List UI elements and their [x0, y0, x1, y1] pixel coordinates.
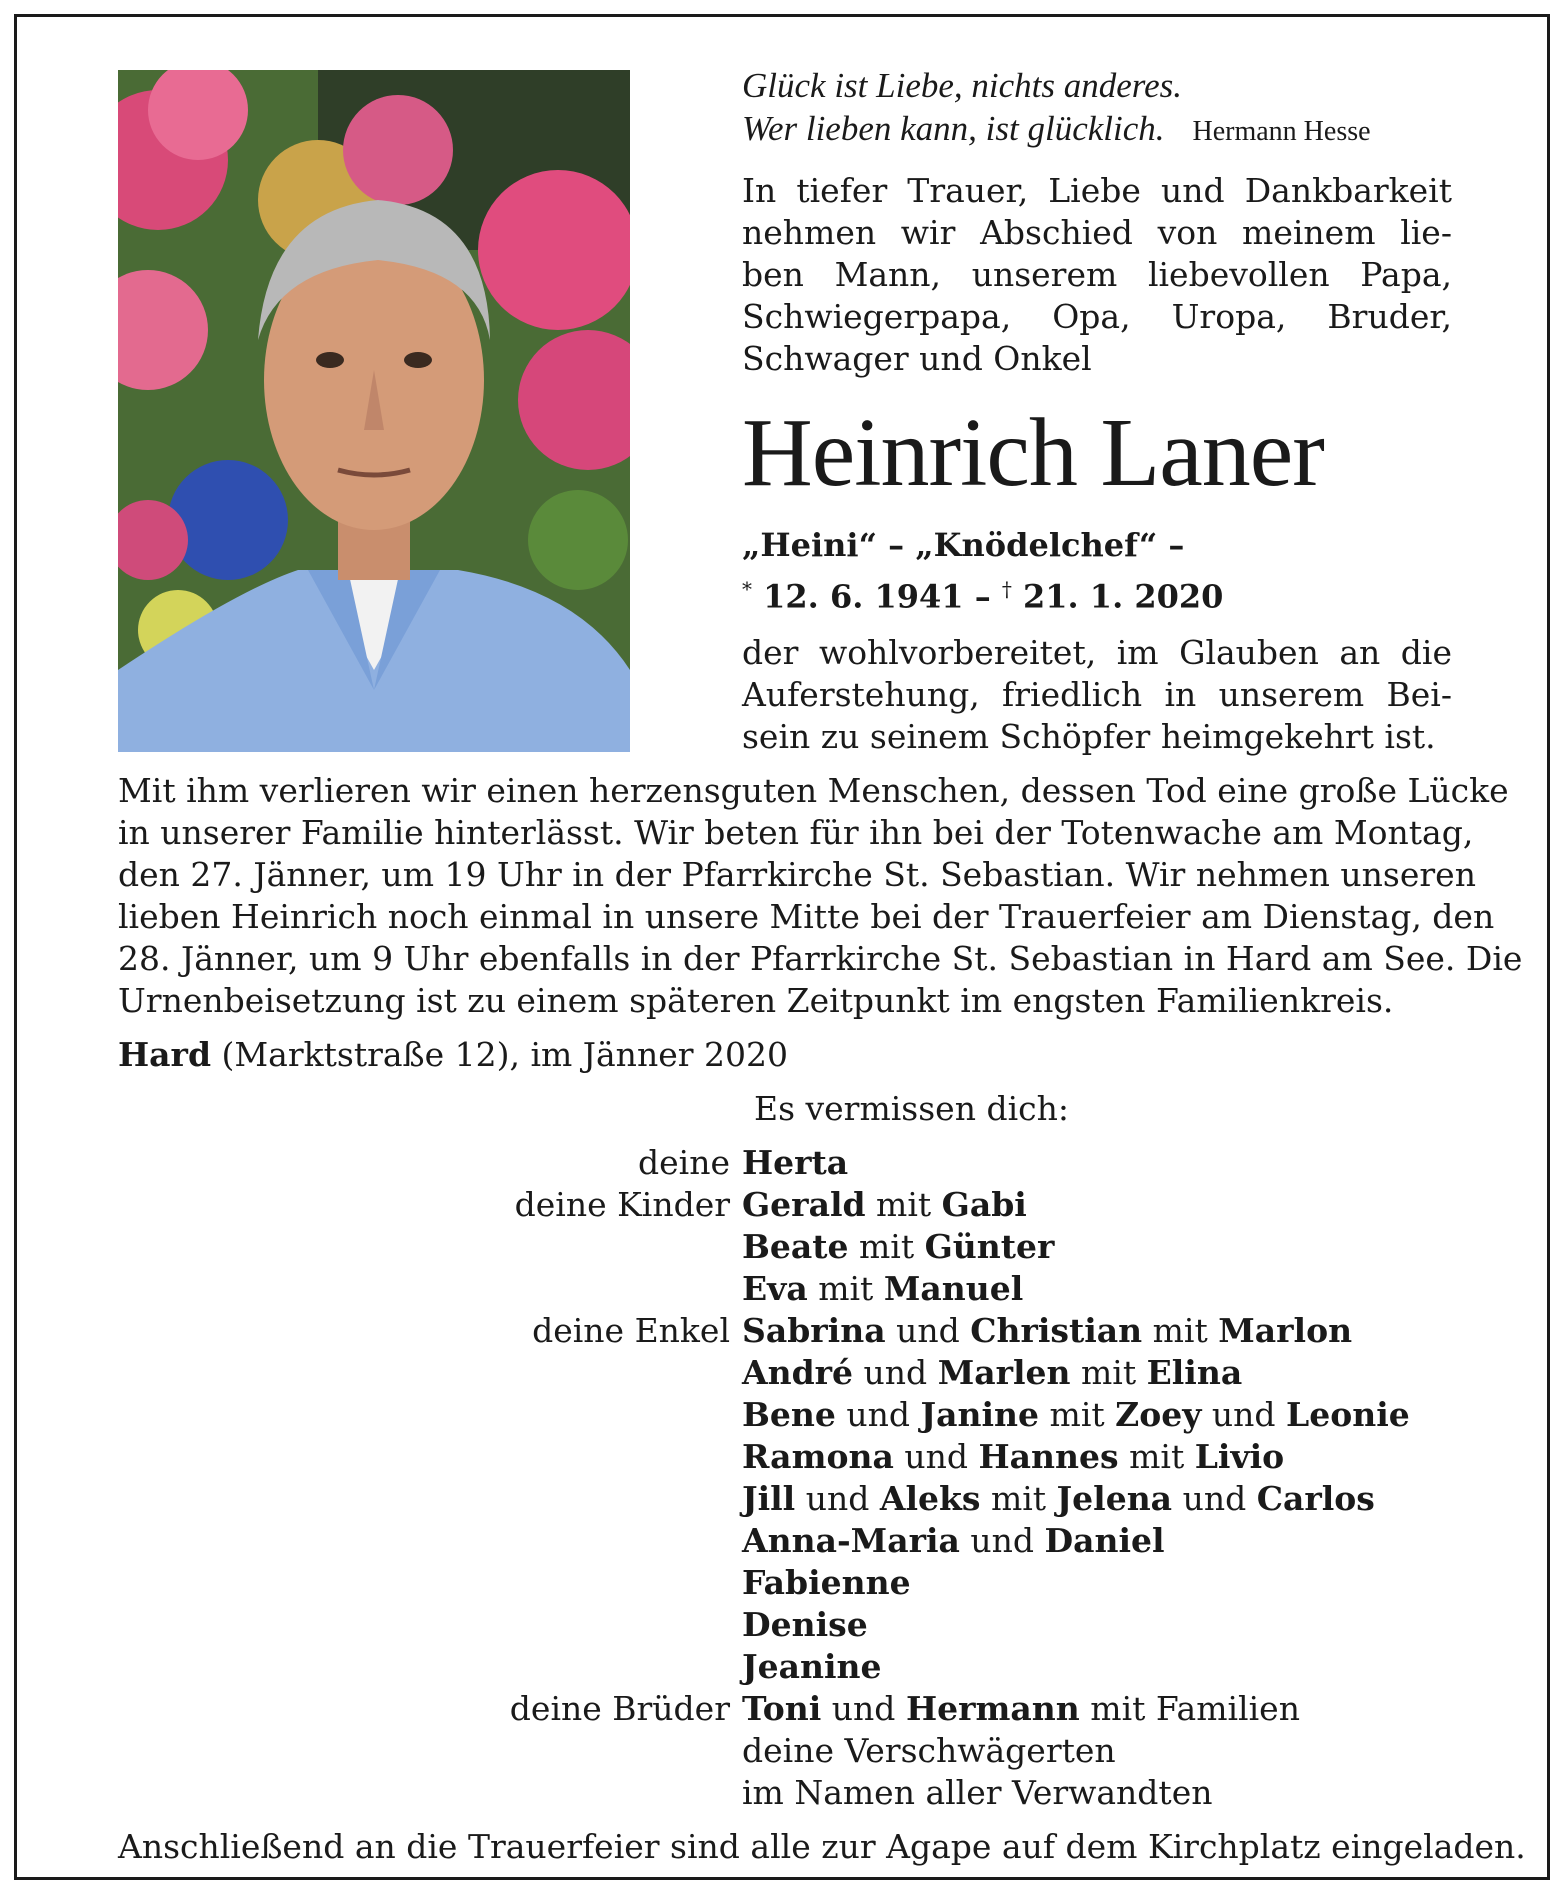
- body-line-3: den 27. Jänner, um 19 Uhr in der Pfarrkirche St. Sebastian. Wir nehmen unseren: [118, 855, 1476, 894]
- description-line-2: Auferstehung, friedlich in unserem Bei-: [742, 675, 1452, 714]
- quote-line-2: Wer lieben kann, ist glücklich.: [742, 109, 1165, 148]
- body-paragraph: [118, 770, 1523, 1022]
- child-partner: Günter: [924, 1227, 1055, 1266]
- great-grandchild-name: Zoey: [1115, 1395, 1202, 1434]
- grandchild-partner: Janine: [920, 1395, 1040, 1434]
- conj: und: [959, 1521, 1045, 1560]
- grandchild-partner: Daniel: [1044, 1521, 1165, 1560]
- family-row-grandchild: [118, 1562, 1498, 1604]
- deceased-nicknames: „Heini“ – „Knödelchef“ –: [742, 526, 1185, 564]
- body-line-1: Mit ihm verlieren wir einen herzensguten Menschen, dessen Tod eine große Lücke: [118, 771, 1509, 810]
- description-line-3: sein zu seinem Schöpfer heimgekehrt ist.: [742, 717, 1436, 756]
- place-town: Hard: [118, 1035, 212, 1074]
- quote-author: Hermann Hesse: [1192, 116, 1371, 147]
- grandchild-name: André: [742, 1353, 854, 1392]
- conj: und: [1201, 1395, 1287, 1434]
- grandchild-name: Jeanine: [742, 1647, 882, 1686]
- family-row-grandchild: [118, 1604, 1498, 1646]
- family-row-grandchild: [118, 1394, 1498, 1436]
- description-line-1: der wohlvorbereitet, im Glauben an die: [742, 633, 1452, 672]
- conj: mit: [865, 1185, 942, 1224]
- family-label-wife: deine: [638, 1143, 730, 1182]
- description-paragraph: [742, 632, 1452, 758]
- family-relatives: im Namen aller Verwandten: [742, 1773, 1213, 1812]
- family-name-wife: Herta: [742, 1143, 849, 1182]
- portrait-photo: [118, 70, 630, 752]
- quote-block: [742, 64, 1452, 153]
- brother-name: Toni: [742, 1689, 822, 1728]
- family-row-relatives: [118, 1772, 1498, 1814]
- grandchild-partner: Christian: [970, 1311, 1143, 1350]
- conj: mit: [807, 1269, 884, 1308]
- conj: mit: [848, 1227, 925, 1266]
- family-inlaws: deine Verschwägerten: [742, 1731, 1116, 1770]
- death-date: 21. 1. 2020: [1022, 577, 1224, 616]
- body-line-2: in unserer Familie hinterlässt. Wir beten für ihn bei der Totenwache am Montag,: [118, 813, 1474, 852]
- family-row-grandchild: [118, 1436, 1498, 1478]
- conj: und: [893, 1437, 979, 1476]
- conj: mit: [1070, 1353, 1147, 1392]
- family-row-grandchild: [118, 1478, 1498, 1520]
- body-line-4: lieben Heinrich noch einmal in unsere Mitte bei der Trauerfeier am Dienstag, den: [118, 897, 1495, 936]
- conj: und: [885, 1311, 971, 1350]
- body-line-6: Urnenbeisetzung ist zu einem späteren Zeitpunkt im engsten Familienkreis.: [118, 981, 1394, 1020]
- intro-paragraph: [742, 170, 1452, 380]
- intro-line-2: nehmen wir Abschied von meinem lie-: [742, 213, 1452, 252]
- family-list: [118, 1142, 1498, 1814]
- place-date-line: [118, 1034, 788, 1076]
- great-grandchild-name: Livio: [1194, 1437, 1285, 1476]
- family-row-child: [118, 1226, 1498, 1268]
- conj: und: [821, 1689, 906, 1728]
- family-row-grandchild: [118, 1352, 1498, 1394]
- great-grandchild-name: Marlon: [1218, 1311, 1353, 1350]
- family-row-inlaws: [118, 1730, 1498, 1772]
- conj: und: [795, 1479, 880, 1518]
- life-dates: [742, 568, 1452, 618]
- family-label-brothers: deine Brüder: [509, 1689, 730, 1728]
- family-label-grandchildren: deine Enkel: [532, 1311, 730, 1350]
- grandchild-name: Anna-Maria: [742, 1521, 960, 1560]
- conj: mit: [980, 1479, 1057, 1518]
- child-name: Beate: [742, 1227, 849, 1266]
- intro-line-3: ben Mann, unserem liebevollen Papa,: [742, 255, 1452, 294]
- family-row-child: [118, 1268, 1498, 1310]
- miss-heading: Es vermissen dich:: [754, 1089, 1069, 1128]
- grandchild-partner: Hannes: [978, 1437, 1119, 1476]
- great-grandchild-name: Carlos: [1256, 1479, 1375, 1518]
- grandchild-name: Denise: [742, 1605, 868, 1644]
- child-name: Gerald: [742, 1185, 866, 1224]
- grandchild-partner: Marlen: [937, 1353, 1071, 1392]
- conj: und: [1172, 1479, 1257, 1518]
- conj: mit: [1142, 1311, 1219, 1350]
- grandchild-name: Jill: [742, 1479, 796, 1518]
- child-partner: Gabi: [941, 1185, 1027, 1224]
- birth-date: 12. 6. 1941: [763, 577, 964, 616]
- grandchild-partner: Aleks: [879, 1479, 981, 1518]
- child-name: Eva: [742, 1269, 808, 1308]
- intro-line-4: Schwiegerpapa, Opa, Uropa, Bruder,: [742, 297, 1452, 336]
- family-label-children: deine Kinder: [514, 1185, 730, 1224]
- intro-line-5: Schwager und Onkel: [742, 339, 1092, 378]
- great-grandchild-name: Jelena: [1056, 1479, 1173, 1518]
- conj: und: [853, 1353, 938, 1392]
- brother-name: Hermann: [905, 1689, 1080, 1728]
- conj: mit: [1039, 1395, 1116, 1434]
- with-families: mit Familien: [1079, 1689, 1300, 1728]
- great-grandchild-name: Elina: [1146, 1353, 1243, 1392]
- birth-symbol: *: [742, 577, 752, 601]
- family-row-grandchild: [118, 1310, 1498, 1352]
- place-rest: (Marktstraße 12), im Jänner 2020: [211, 1035, 788, 1074]
- family-row-grandchild: [118, 1520, 1498, 1562]
- grandchild-name: Bene: [742, 1395, 836, 1434]
- conj: mit: [1118, 1437, 1195, 1476]
- great-grandchild-name: Leonie: [1286, 1395, 1410, 1434]
- date-dash: –: [974, 577, 991, 616]
- family-row-wife: [118, 1142, 1498, 1184]
- conj: und: [835, 1395, 921, 1434]
- body-line-5: 28. Jänner, um 9 Uhr ebenfalls in der Pfarrkirche St. Sebastian in Hard am See. Die: [118, 939, 1523, 978]
- family-row-brothers: [118, 1688, 1498, 1730]
- deceased-name: Heinrich Laner: [742, 399, 1324, 507]
- death-symbol: †: [1001, 577, 1012, 601]
- intro-line-1: In tiefer Trauer, Liebe und Dankbarkeit: [742, 171, 1452, 210]
- grandchild-name: Fabienne: [742, 1563, 911, 1602]
- grandchild-name: Sabrina: [742, 1311, 886, 1350]
- quote-line-1: Glück ist Liebe, nichts anderes.: [742, 66, 1183, 105]
- child-partner: Manuel: [883, 1269, 1024, 1308]
- family-row-child: [118, 1184, 1498, 1226]
- family-row-grandchild: [118, 1646, 1498, 1688]
- closing-line: Anschließend an die Trauerfeier sind alle zur Agape auf dem Kirchplatz eingeladen.: [118, 1827, 1526, 1866]
- grandchild-name: Ramona: [742, 1437, 894, 1476]
- portrait-illustration: [118, 70, 630, 752]
